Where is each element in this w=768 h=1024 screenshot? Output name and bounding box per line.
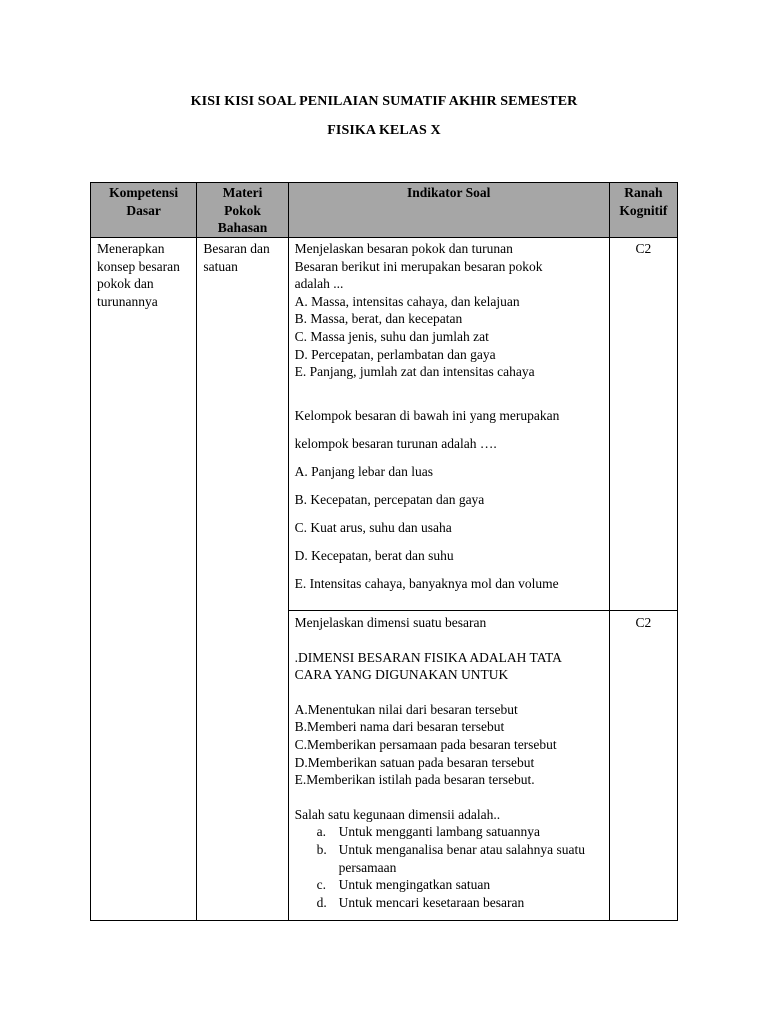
answer-option: C.Memberikan persamaan pada besaran tersebut (294, 736, 557, 752)
cell-ranah-1: C2 (609, 238, 677, 611)
question-stem: Salah satu kegunaan dimensii adalah.. (294, 806, 501, 822)
table-row (91, 238, 678, 611)
cell-materi-pokok: Besaran dan satuan (197, 238, 288, 921)
answer-option: A. Panjang lebar dan luas (294, 463, 433, 479)
header-ranah-kognitif: Ranah Kognitif (609, 183, 677, 238)
document-subtitle: FISIKA KELAS X (327, 123, 441, 138)
header-kompetensi-dasar: Kompetensi Dasar (91, 183, 197, 238)
answer-option: E. Panjang, jumlah zat dan intensitas cahaya (294, 364, 535, 380)
table-header-row (91, 183, 678, 238)
list-item (295, 823, 605, 841)
document-title: KISI KISI SOAL PENILAIAN SUMATIF AKHIR SEMESTER (190, 94, 578, 109)
answer-option: E.Memberikan istilah pada besaran tersebut. (294, 772, 535, 788)
list-text: Untuk mengingatkan satuan (338, 877, 491, 893)
answer-list (295, 823, 605, 911)
list-text: Untuk menganalisa benar atau salahnya suatu persamaan (338, 841, 585, 875)
answer-option: B. Kecepatan, percepatan dan gaya (294, 491, 485, 507)
indikator-text: Menjelaskan dimensi suatu besaran (294, 615, 487, 630)
list-marker: c. (316, 877, 327, 893)
list-text: Untuk mengganti lambang satuannya (338, 824, 540, 840)
answer-option: D.Memberikan satuan pada besaran tersebut (294, 754, 535, 770)
list-marker: a. (316, 824, 327, 840)
answer-option: E. Intensitas cahaya, banyaknya mol dan volume (294, 575, 559, 591)
list-item (295, 876, 605, 894)
cell-kompetensi-dasar: Menerapkan konsep besaran pokok dan turunannya (91, 238, 197, 921)
list-marker: b. (316, 841, 327, 857)
answer-option: B. Massa, berat, dan kecepatan (294, 311, 463, 327)
header-indikator-soal: Indikator Soal (288, 183, 609, 238)
question-stem: CARA YANG DIGUNAKAN UNTUK (294, 667, 509, 683)
list-marker: d. (316, 894, 327, 910)
list-text: Untuk mencari kesetaraan besaran (338, 894, 525, 910)
answer-option: A.Menentukan nilai dari besaran tersebut (294, 701, 518, 717)
question-stem: Besaran berikut ini merupakan besaran pokok (294, 258, 543, 274)
list-item (295, 841, 605, 876)
question-stem: .DIMENSI BESARAN FISIKA ADALAH TATA (294, 649, 562, 665)
cell-ranah-2: C2 (609, 611, 677, 921)
cell-indikator-1 (288, 238, 609, 611)
answer-option: C. Kuat arus, suhu dan usaha (294, 519, 452, 535)
answer-option: D. Percepatan, perlambatan dan gaya (294, 346, 496, 362)
answer-option: A. Massa, intensitas cahaya, dan kelajuan (294, 293, 520, 309)
answer-option: C. Massa jenis, suhu dan jumlah zat (294, 328, 489, 344)
question-stem: Kelompok besaran di bawah ini yang merupakan (294, 407, 560, 423)
cell-indikator-2 (288, 611, 609, 921)
answer-option: D. Kecepatan, berat dan suhu (294, 547, 454, 563)
indikator-text: Menjelaskan besaran pokok dan turunan (294, 241, 513, 256)
question-stem: adalah ... (294, 276, 344, 292)
answer-option: B.Memberi nama dari besaran tersebut (294, 719, 505, 735)
list-item (295, 894, 605, 912)
question-stem: kelompok besaran turunan adalah …. (294, 435, 497, 451)
header-materi-pokok: Materi Pokok Bahasan (197, 183, 288, 238)
kisi-kisi-table (90, 182, 678, 921)
